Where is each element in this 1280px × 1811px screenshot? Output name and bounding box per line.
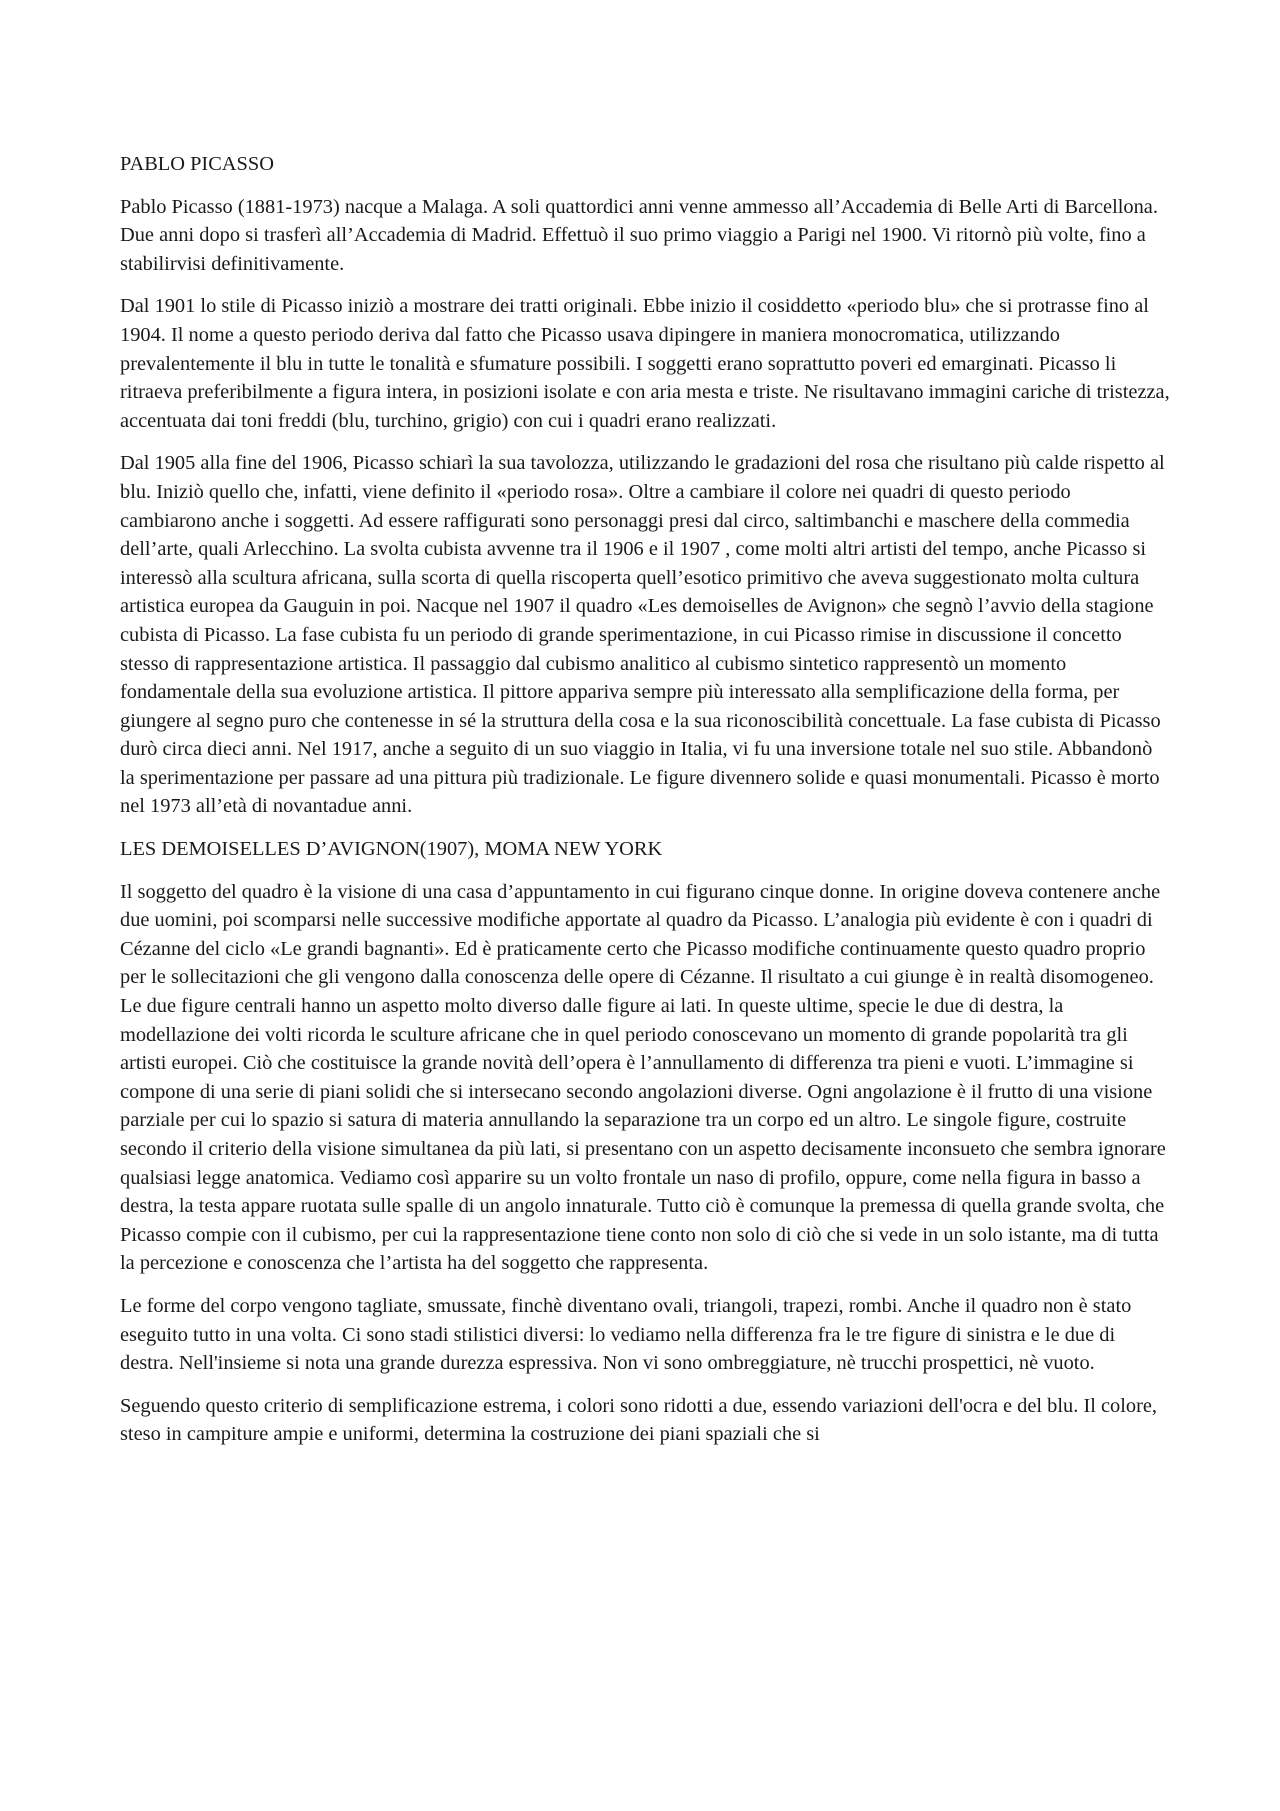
bio-paragraph-3: Dal 1905 alla fine del 1906, Picasso schiarì la sua tavolozza, utilizzando le gradazioni del rosa che risultano più calde rispetto al blu. Iniziò quello che, infatti, viene definito il «periodo rosa». Oltre a cambiare il colore nei quadri di questo periodo cambiarono anche i soggetti. Ad essere raffigurati sono personaggi presi dal circo, saltimbanchi e maschere della commedia dell’arte, quali Arlecchino. La svolta cubista avvenne tra il 1906 e il 1907 , come molti altri artisti del tempo, anche Picasso si interessò alla scultura africana, sulla scorta di quella riscoperta quell’esotico primitivo che aveva suggestionato molta cultura artistica europea da Gauguin in poi. Nacque nel 1907 il quadro «Les demoiselles de Avignon» che segnò l’avvio della stagione cubista di Picasso. La fase cubista fu un periodo di grande sperimentazione, in cui Picasso rimise in discussione il concetto stesso di rappresentazione artistica. Il passaggio dal cubismo analitico al cubismo sintetico rappresentò un momento fondamentale della sua evoluzione artistica. Il pittore appariva sempre più interessato alla semplificazione della forma, per giungere al segno puro che contenesse in sé la struttura della cosa e la sua riconoscibilità concettuale. La fase cubista di Picasso durò circa dieci anni. Nel 1917, anche a seguito di un suo viaggio in Italia, vi fu una inversione totale nel suo stile. Abbandonò la sperimentazione per passare ad una pittura più tradizionale. Le figure divennero solide e quasi monumentali. Picasso è morto nel 1973 all’età di novantadue anni. bbox=[120, 452, 1165, 818]
bio-paragraph-2: Dal 1901 lo stile di Picasso iniziò a mostrare dei tratti originali. Ebbe inizio il cosiddetto «periodo blu» che si protrasse fino al 1904. Il nome a questo periodo deriva dal fatto che Picasso usava dipingere in maniera monocromatica, utilizzando prevalentemente il blu in tutte le tonalità e sfumature possibili. I soggetti erano soprattutto poveri ed emarginati. Picasso li ritraeva preferibilmente a figura intera, in posizioni isolate e con aria mesta e triste. Ne risultavano immagini cariche di tristezza, accentuata dai toni freddi (blu, turchino, grigio) con cui i quadri erano realizzati. bbox=[120, 295, 1170, 432]
document-title: PABLO PICASSO bbox=[120, 153, 274, 175]
section-paragraph-3: Seguendo questo criterio di semplificazione estrema, i colori sono ridotti a due, essendo variazioni dell'ocra e del blu. Il colore, steso in campiture ampie e uniformi, determina la costruzione dei piani spaziali che si bbox=[120, 1394, 1158, 1446]
document-body bbox=[120, 150, 1170, 1463]
section-title: LES DEMOISELLES D’AVIGNON(1907), MOMA NEW YORK bbox=[120, 838, 663, 861]
bio-paragraph-1: Pablo Picasso (1881-1973) nacque a Malaga. A soli quattordici anni venne ammesso all’Accademia di Belle Arti di Barcellona. Due anni dopo si trasferì all’Accademia di Madrid. Effettuò il suo primo viaggio a Parigi nel 1900. Vi ritornò più volte, fino a stabilirvisi definitivamente. bbox=[120, 195, 1158, 275]
section-paragraph-1: Il soggetto del quadro è la visione di una casa d’appuntamento in cui figurano cinque donne. In origine doveva contenere anche due uomini, poi scomparsi nelle successive modifiche apportate al quadro da Picasso. L’analogia più evidente è con i quadri di Cézanne del ciclo «Le grandi bagnanti». Ed è praticamente certo che Picasso modifiche continuamente questo quadro proprio per le sollecitazioni che gli vengono dalla conoscenza delle opere di Cézanne. Il risultato a cui giunge è in realtà disomogeneo. Le due figure centrali hanno un aspetto molto diverso dalle figure ai lati. In queste ultime, specie le due di destra, la modellazione dei volti ricorda le sculture africane che in quel periodo conoscevano un momento di grande popolarità tra gli artisti europei. Ciò che costituisce la grande novità dell’opera è l’annullamento di differenza tra pieni e vuoti. L’immagine si compone di una serie di piani solidi che si intersecano secondo angolazioni diverse. Ogni angolazione è il frutto di una visione parziale per cui lo spazio si satura di materia annullando la separazione tra un corpo ed un altro. Le singole figure, costruite secondo il criterio della visione simultanea da più lati, si presentano con un aspetto decisamente inconsueto che sembra ignorare qualsiasi legge anatomica. Vediamo così apparire su un volto frontale un naso di profilo, oppure, come nella figura in basso a destra, la testa appare ruotata sulle spalle di un angolo innaturale. Tutto ciò è comunque la premessa di quella grande svolta, che Picasso compie con il cubismo, per cui la rappresentazione tiene conto non solo di ciò che si vede in un solo istante, ma di tutta la percezione e conoscenza che l’artista ha del soggetto che rappresenta. bbox=[120, 880, 1166, 1275]
section-paragraph-2: Le forme del corpo vengono tagliate, smussate, finchè diventano ovali, triangoli, trapezi, rombi. Anche il quadro non è stato eseguito tutto in una volta. Ci sono stadi stilistici diversi: lo vediamo nella differenza fra le tre figure di sinistra e le due di destra. Nell'insieme si nota una grande durezza espressiva. Non vi sono ombreggiature, nè trucchi prospettici, nè vuoto. bbox=[120, 1294, 1132, 1375]
